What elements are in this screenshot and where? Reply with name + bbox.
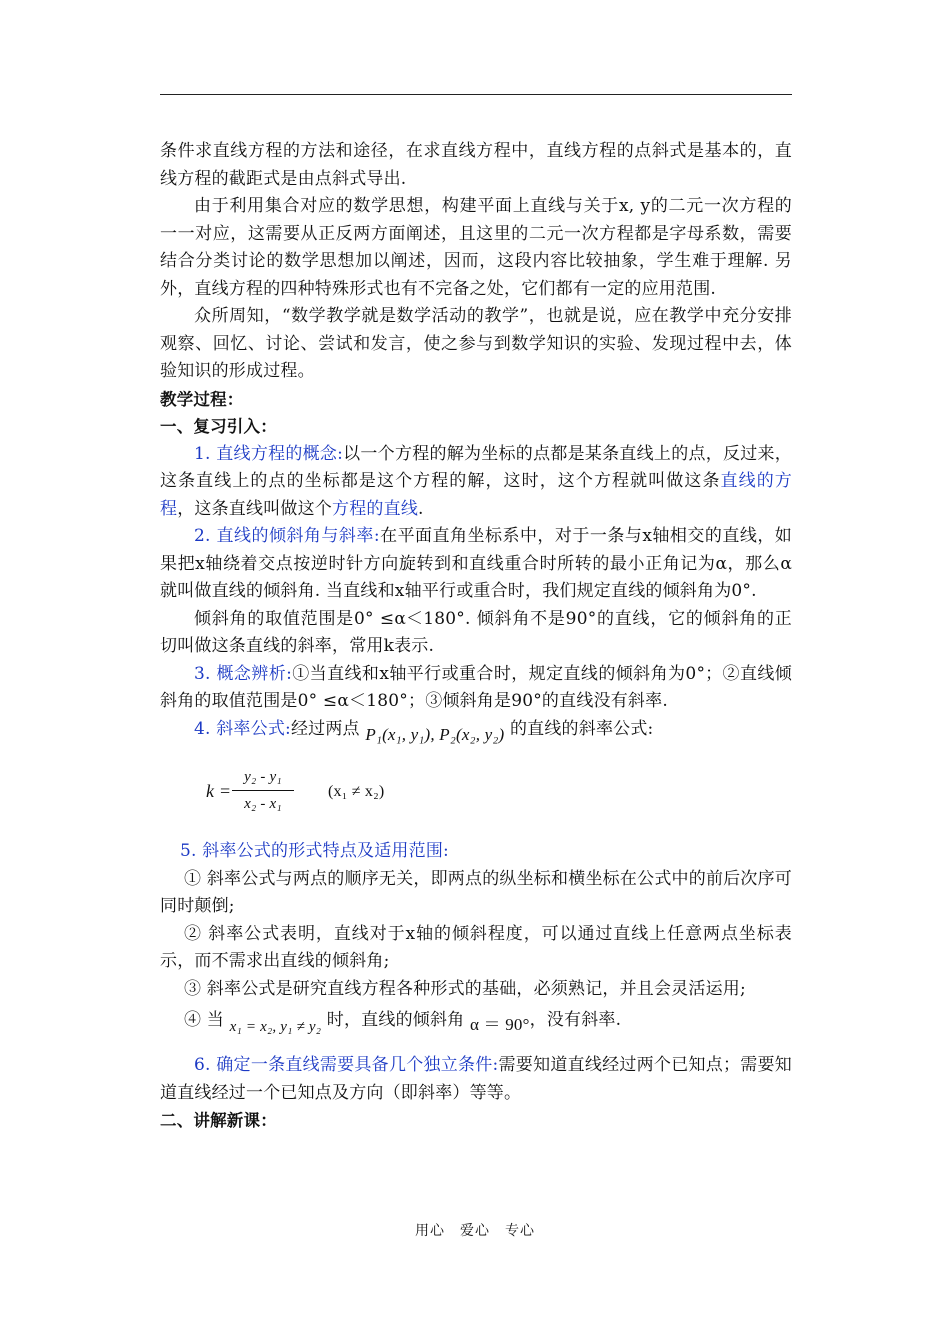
item-5-point-4-alpha: α ＝ 90° bbox=[470, 1015, 530, 1034]
item-5-label: 5. 斜率公式的形式特点及适用范围: bbox=[180, 841, 449, 861]
header-rule bbox=[160, 94, 792, 95]
item-4-text-b: 的直线的斜率公式: bbox=[509, 718, 654, 739]
item-6 bbox=[160, 1052, 792, 1107]
item-2-range: 倾斜角的取值范围是0° ≤α＜180°. 倾斜角不是90°的直线，它的倾斜角的正切叫做这条直线的斜率，常用k表示. bbox=[160, 608, 792, 656]
paragraph-3: 众所周知，“数学教学就是数学活动的教学”，也就是说，应在教学中充分安排观察、回忆、讨论、尝试和发言，使之参与到数学知识的实验、发现过程中去，体验知识的形成过程。 bbox=[160, 306, 792, 381]
item-4-label: 4. 斜率公式: bbox=[194, 718, 291, 739]
page-footer: 用心 爱心 专心 bbox=[415, 1223, 535, 1239]
item-3 bbox=[160, 661, 792, 716]
item-1-text-b: ，这条直线叫做这个 bbox=[177, 498, 333, 519]
document-body bbox=[160, 138, 792, 1135]
item-5-point-3: ③ 斜率公式是研究直线方程各种形式的基础，必须熟记，并且会灵活运用; bbox=[184, 978, 746, 999]
item-5-heading bbox=[160, 838, 792, 866]
formula-condition: (x₁ ≠ x₂) bbox=[328, 783, 385, 800]
item-6-text: 需要知道直线经过两个已知点；需要知道直线经过一个已知点及方向（即斜率）等等。 bbox=[160, 1055, 792, 1103]
item-5-point-4-a: ④ 当 bbox=[184, 1010, 225, 1030]
paragraph-1: 条件求直线方程的方法和途径，在求直线方程中，直线方程的点斜式是基本的，直线方程的截距式是由点斜式导出. bbox=[160, 141, 792, 189]
formula-fraction bbox=[232, 766, 294, 815]
item-1-term-a: 直线的方程 bbox=[160, 471, 792, 519]
item-5-point-4-condition: x₁ = x₂, y₁ ≠ y₂ bbox=[229, 1019, 322, 1035]
heading-review: 一、复习引入： bbox=[160, 417, 277, 436]
slope-formula bbox=[200, 752, 792, 838]
formula-numerator: y₂ - y₁ bbox=[232, 766, 294, 791]
formula-k: k = bbox=[206, 781, 232, 801]
item-1-text-a: 以一个方程的解为坐标的点都是某条直线上的点，反过来，这条直线上的点的坐标都是这个方程的解，这时，这个方程就叫做这条 bbox=[160, 443, 792, 491]
item-3-text: ①当直线和x轴平行或重合时，规定直线的倾斜角为0°；②直线倾斜角的取值范围是0° ≤α＜180°；③倾斜角是90°的直线没有斜率. bbox=[160, 663, 793, 711]
item-3-label: 3. 概念辨析: bbox=[194, 663, 293, 684]
formula-denominator: x₂ - x₁ bbox=[244, 796, 282, 812]
heading-new-lesson: 二、讲解新课： bbox=[160, 1111, 277, 1130]
item-1-label: 1. 直线方程的概念: bbox=[194, 443, 344, 464]
item-5-point-4-b: 时，直线的倾斜角 bbox=[326, 1010, 465, 1030]
item-1 bbox=[160, 441, 792, 524]
item-2-label: 2. 直线的倾斜角与斜率: bbox=[194, 526, 380, 546]
item-5-point-4 bbox=[160, 1003, 792, 1044]
heading-teaching-process: 教学过程： bbox=[160, 389, 244, 409]
item-5-point-2: ② 斜率公式表明，直线对于x轴的倾斜程度，可以通过直线上任意两点坐标表示，而不需求出直线的倾斜角; bbox=[160, 923, 792, 971]
item-2 bbox=[160, 523, 792, 606]
item-5-point-1: ① 斜率公式与两点的顺序无关，即两点的纵坐标和横坐标在公式中的前后次序可同时颠倒; bbox=[160, 868, 792, 916]
item-1-text-c: . bbox=[418, 498, 424, 519]
item-6-label: 6. 确定一条直线需要具备几个独立条件: bbox=[194, 1055, 499, 1075]
spacer bbox=[160, 1044, 792, 1052]
item-4-points: P₁(x₁, y₁), P₂(x₂, y₂) bbox=[365, 724, 505, 744]
item-4 bbox=[160, 716, 792, 749]
item-1-term-b: 方程的直线 bbox=[332, 498, 419, 519]
paragraph-2: 由于利用集合对应的数学思想，构建平面上直线与关于x, y的二元一次方程的一一对应，这需要从正反两方面阐述，且这里的二元一次方程都是字母系数，需要结合分类讨论的数学思想加以阐述，因而，这段内容比较抽象，学生难于理解. 另外，直线方程的四种特殊形式也有不完备之处，它们都有一定的应用范围. bbox=[160, 196, 792, 299]
item-5-point-4-c: ，没有斜率. bbox=[529, 1010, 622, 1030]
item-2-text: 在平面直角坐标系中，对于一条与x轴相交的直线，如果把x轴绕着交点按逆时针方向旋转到和直线重合时所转的最小正角记为α，那么α就叫做直线的倾斜角. 当直线和x轴平行或重合时，我们规定直线的倾斜角为0°. bbox=[160, 526, 792, 601]
item-4-text-a: 经过两点 bbox=[290, 718, 360, 739]
